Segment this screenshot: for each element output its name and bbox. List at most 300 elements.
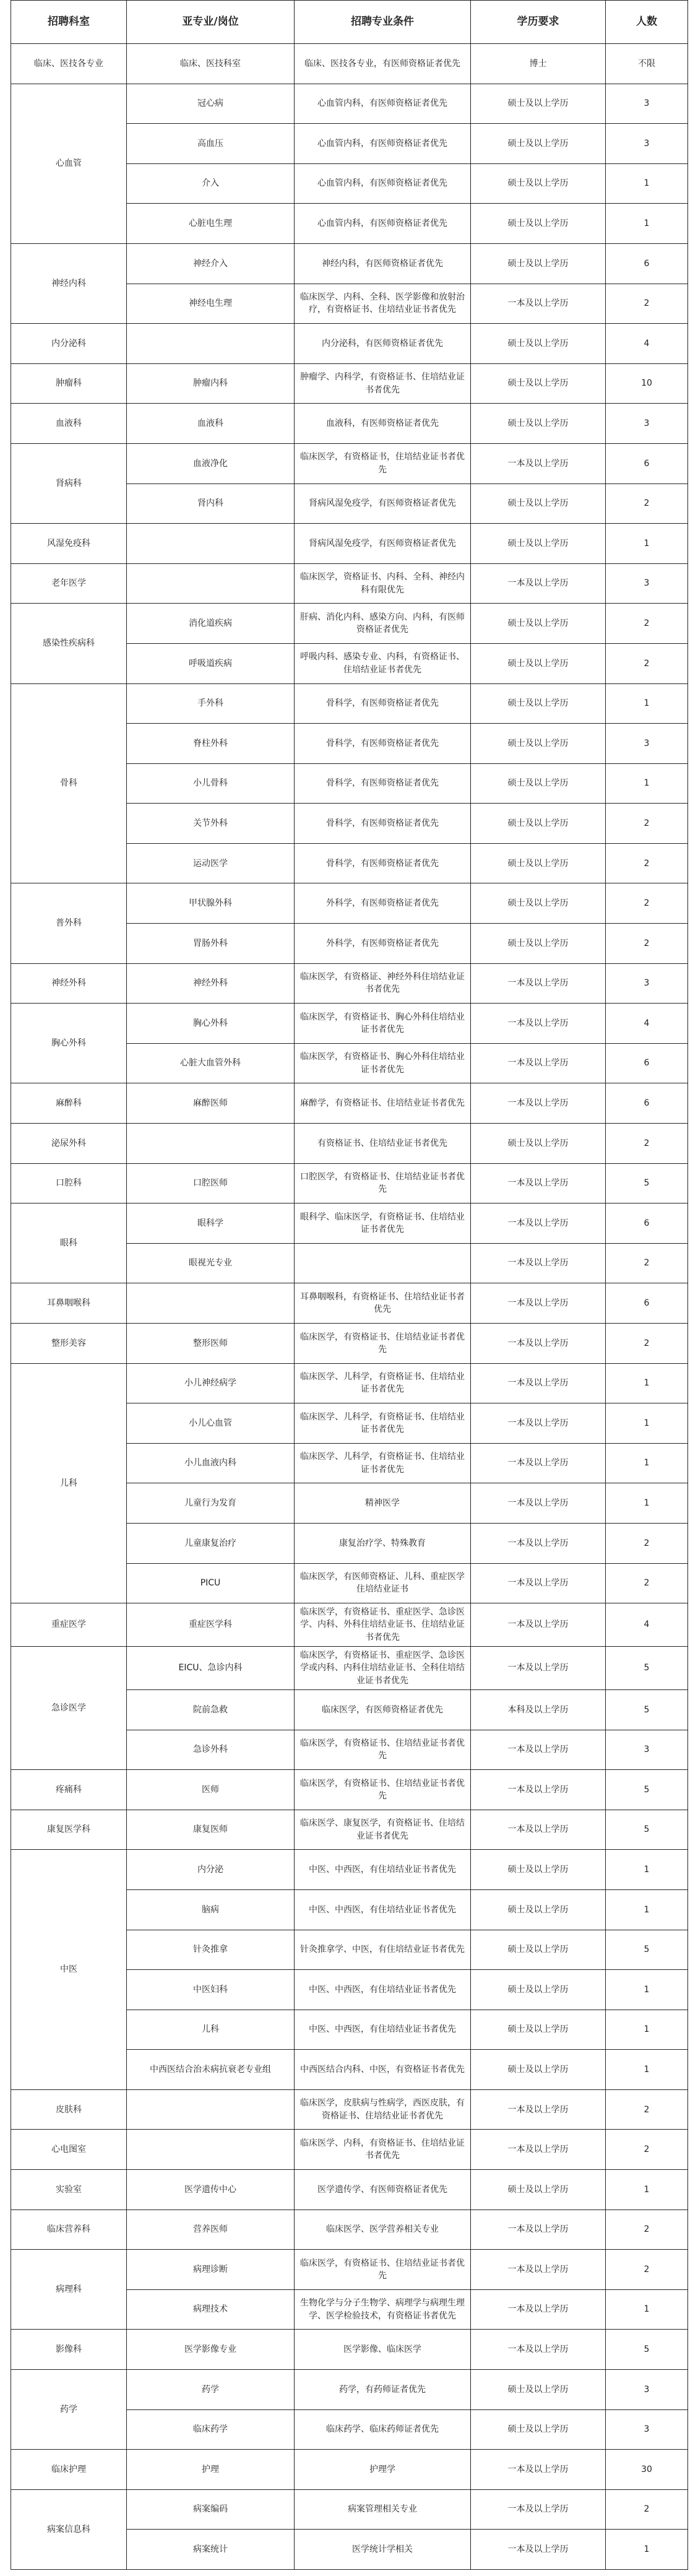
count-cell: 2 <box>606 484 688 524</box>
requirements-cell: 临床、医技各专业，有医师资格证者优先 <box>295 44 471 84</box>
requirements-cell: 临床医学，有资格证书、住培结业证书者优先 <box>295 1770 471 1810</box>
recruitment-table <box>11 0 688 2570</box>
table-row <box>11 2250 688 2290</box>
department-cell: 神经内科 <box>11 243 127 323</box>
department-cell: 血液科 <box>11 404 127 444</box>
count-cell: 3 <box>606 2370 688 2410</box>
count-cell: 1 <box>606 2050 688 2090</box>
count-cell: 2 <box>606 2210 688 2250</box>
subspecialty-cell: 介入 <box>127 163 295 204</box>
header-row <box>11 1 688 44</box>
education-cell: 硕士及以上学历 <box>471 1889 606 1930</box>
requirements-cell: 临床医学，资格证书、内科、全科、神经内科有限优先 <box>295 563 471 604</box>
table-row <box>11 2130 688 2170</box>
requirements-cell: 心血管内科，有医师资格证者优先 <box>295 124 471 164</box>
count-cell: 3 <box>606 84 688 124</box>
subspecialty-cell: 儿童康复治疗 <box>127 1523 295 1563</box>
education-cell: 一本及以上学历 <box>471 1483 606 1524</box>
table-row <box>11 2330 688 2370</box>
table-row <box>11 443 688 484</box>
subspecialty-cell: 胸心外科 <box>127 1004 295 1044</box>
table-row <box>11 604 688 644</box>
subspecialty-cell: 药学 <box>127 2370 295 2410</box>
education-cell: 硕士及以上学历 <box>471 883 606 924</box>
education-cell: 硕士及以上学历 <box>471 804 606 844</box>
table-row <box>11 2089 688 2130</box>
education-cell: 一本及以上学历 <box>471 1603 606 1647</box>
department-cell: 中医 <box>11 1850 127 2090</box>
requirements-cell: 临床医学，有资格证书、重症医学、急诊医学或内科、内科住培结业证书、全科住培结业证书者优先 <box>295 1647 471 1690</box>
education-cell: 一本及以上学历 <box>471 2130 606 2170</box>
department-cell: 心电图室 <box>11 2130 127 2170</box>
count-cell: 5 <box>606 2330 688 2370</box>
subspecialty-cell: 病理技术 <box>127 2289 295 2330</box>
requirements-cell: 耳鼻咽喉科，有资格证书、住培结业证书者优先 <box>295 1283 471 1324</box>
count-cell: 2 <box>606 924 688 964</box>
requirements-cell: 临床医学、内科，有资格证书、住培结业证书者优先 <box>295 2130 471 2170</box>
table-row <box>11 524 688 564</box>
requirements-cell: 临床医学，有医师资格证、儿科、重症医学住培结业证书 <box>295 1563 471 1603</box>
requirements-cell: 临床医学，有资格证书、胸心外科住培结业证书者优先 <box>295 1043 471 1083</box>
requirements-cell: 骨科学，有医师资格证者优先 <box>295 843 471 883</box>
table-row <box>11 1363 688 1403</box>
department-cell: 麻醉科 <box>11 1083 127 1124</box>
header-count: 人数 <box>606 1 688 44</box>
count-cell: 1 <box>606 683 688 724</box>
requirements-cell: 临床医学、医学营养相关专业 <box>295 2210 471 2250</box>
count-cell: 2 <box>606 1523 688 1563</box>
education-cell: 硕士及以上学历 <box>471 683 606 724</box>
header-requirements: 招聘专业条件 <box>295 1 471 44</box>
subspecialty-cell: 麻醉医师 <box>127 1083 295 1124</box>
requirements-cell: 临床医学，有医师资格证者优先 <box>295 1689 471 1730</box>
subspecialty-cell: 病理诊断 <box>127 2250 295 2290</box>
table-row <box>11 1083 688 1124</box>
requirements-cell: 中医、中西医，有住培结业证书者优先 <box>295 1889 471 1930</box>
requirements-cell: 临床医学，皮肤病与性病学，西医皮肤，有资格证书、住培结业证书者优先 <box>295 2089 471 2130</box>
subspecialty-cell: 康复医师 <box>127 1810 295 1850</box>
count-cell: 6 <box>606 1083 688 1124</box>
department-cell: 疼痛科 <box>11 1770 127 1810</box>
education-cell: 一本及以上学历 <box>471 1770 606 1810</box>
requirements-cell: 中西医结合内科、中医，有资格证书者优先 <box>295 2050 471 2090</box>
subspecialty-cell: 针灸推拿 <box>127 1930 295 1970</box>
department-cell: 骨科 <box>11 683 127 883</box>
education-cell: 一本及以上学历 <box>471 1283 606 1324</box>
education-cell: 硕士及以上学历 <box>471 1970 606 2010</box>
subspecialty-cell: 营养医师 <box>127 2210 295 2250</box>
education-cell: 一本及以上学历 <box>471 1403 606 1444</box>
requirements-cell: 临床医学，有资格证书、重症医学、急诊医学、内科、外科住培结业证书、住培结业证书者优先 <box>295 1603 471 1647</box>
subspecialty-cell: 重症医学科 <box>127 1603 295 1647</box>
table-row <box>11 1124 688 1164</box>
count-cell: 不限 <box>606 44 688 84</box>
education-cell: 硕士及以上学历 <box>471 484 606 524</box>
subspecialty-cell: 临床、医技科室 <box>127 44 295 84</box>
education-cell: 一本及以上学历 <box>471 1004 606 1044</box>
subspecialty-cell <box>127 2130 295 2170</box>
requirements-cell: 精神医学 <box>295 1483 471 1524</box>
count-cell: 2 <box>606 2130 688 2170</box>
education-cell: 硕士及以上学历 <box>471 243 606 284</box>
requirements-cell: 肝病、消化内科、感染方向、内科，有医师资格证者优先 <box>295 604 471 644</box>
count-cell: 6 <box>606 1043 688 1083</box>
table-row <box>11 84 688 124</box>
requirements-cell: 心血管内科，有医师资格证者优先 <box>295 204 471 244</box>
subspecialty-cell: 心脏电生理 <box>127 204 295 244</box>
table-row <box>11 2170 688 2210</box>
subspecialty-cell: 医学影像专业 <box>127 2330 295 2370</box>
education-cell: 一本及以上学历 <box>471 1243 606 1283</box>
subspecialty-cell: 护理 <box>127 2450 295 2490</box>
requirements-cell: 临床医学、儿科学，有资格证书、住培结业证书者优先 <box>295 1403 471 1444</box>
requirements-cell: 骨科学，有医师资格证者优先 <box>295 763 471 804</box>
requirements-cell: 医学统计学相关 <box>295 2530 471 2570</box>
table-row <box>11 1324 688 1364</box>
education-cell: 一本及以上学历 <box>471 1363 606 1403</box>
subspecialty-cell <box>127 324 295 364</box>
subspecialty-cell: 神经介入 <box>127 243 295 284</box>
subspecialty-cell: 眼科学 <box>127 1203 295 1244</box>
requirements-cell: 中医、中西医，有住培结业证书者优先 <box>295 2010 471 2050</box>
count-cell: 1 <box>606 2010 688 2050</box>
education-cell: 一本及以上学历 <box>471 1730 606 1770</box>
requirements-cell: 眼科学、临床医学，有资格证书、住培结业证书者优先 <box>295 1203 471 1244</box>
subspecialty-cell: 甲状腺外科 <box>127 883 295 924</box>
subspecialty-cell: 关节外科 <box>127 804 295 844</box>
subspecialty-cell: PICU <box>127 1563 295 1603</box>
requirements-cell: 中医、中西医，有住培结业证书者优先 <box>295 1970 471 2010</box>
education-cell: 一本及以上学历 <box>471 2330 606 2370</box>
count-cell: 5 <box>606 1770 688 1810</box>
education-cell: 硕士及以上学历 <box>471 2050 606 2090</box>
count-cell: 5 <box>606 1647 688 1690</box>
count-cell: 5 <box>606 1930 688 1970</box>
department-cell: 病案信息科 <box>11 2489 127 2569</box>
subspecialty-cell: 肾内科 <box>127 484 295 524</box>
department-cell: 老年医学 <box>11 563 127 604</box>
count-cell: 1 <box>606 1970 688 2010</box>
subspecialty-cell: 口腔医师 <box>127 1163 295 1203</box>
table-row <box>11 1647 688 1690</box>
requirements-cell: 骨科学，有医师资格证者优先 <box>295 683 471 724</box>
education-cell: 硕士及以上学历 <box>471 1930 606 1970</box>
requirements-cell: 药学，有药师证者优先 <box>295 2370 471 2410</box>
requirements-cell: 血液科，有医师资格证者优先 <box>295 404 471 444</box>
department-cell: 胸心外科 <box>11 1004 127 1083</box>
education-cell: 硕士及以上学历 <box>471 363 606 404</box>
count-cell: 1 <box>606 524 688 564</box>
education-cell: 硕士及以上学历 <box>471 1850 606 1890</box>
department-cell: 整形美容 <box>11 1324 127 1364</box>
subspecialty-cell: 小儿神经病学 <box>127 1363 295 1403</box>
count-cell: 3 <box>606 563 688 604</box>
table-row <box>11 243 688 284</box>
subspecialty-cell <box>127 524 295 564</box>
header-subspecialty: 亚专业/岗位 <box>127 1 295 44</box>
education-cell: 硕士及以上学历 <box>471 2010 606 2050</box>
count-cell: 2 <box>606 2489 688 2530</box>
count-cell: 1 <box>606 1443 688 1483</box>
requirements-cell: 肿瘤学、内科学，有资格证书、住培结业证书者优先 <box>295 363 471 404</box>
department-cell: 肿瘤科 <box>11 363 127 404</box>
requirements-cell: 医学遗传学、有医师资格证者优先 <box>295 2170 471 2210</box>
requirements-cell: 神经内科，有医师资格证者优先 <box>295 243 471 284</box>
subspecialty-cell: 呼吸道疾病 <box>127 643 295 683</box>
subspecialty-cell: 肿瘤内科 <box>127 363 295 404</box>
count-cell: 10 <box>606 363 688 404</box>
count-cell: 2 <box>606 843 688 883</box>
count-cell: 4 <box>606 1004 688 1044</box>
requirements-cell: 临床医学，有资格证书、住培结业证书者优先 <box>295 1730 471 1770</box>
count-cell: 1 <box>606 204 688 244</box>
count-cell: 30 <box>606 2450 688 2490</box>
department-cell: 耳鼻咽喉科 <box>11 1283 127 1324</box>
subspecialty-cell: 血液净化 <box>127 443 295 484</box>
count-cell: 1 <box>606 1850 688 1890</box>
table-row <box>11 1163 688 1203</box>
table-row <box>11 1810 688 1850</box>
count-cell: 1 <box>606 1889 688 1930</box>
count-cell: 1 <box>606 1403 688 1444</box>
education-cell: 硕士及以上学历 <box>471 924 606 964</box>
department-cell: 肾病科 <box>11 443 127 523</box>
table-row <box>11 2450 688 2490</box>
subspecialty-cell: 中西医结合治未病抗衰老专业组 <box>127 2050 295 2090</box>
count-cell: 2 <box>606 1124 688 1164</box>
education-cell: 硕士及以上学历 <box>471 524 606 564</box>
education-cell: 硕士及以上学历 <box>471 324 606 364</box>
requirements-cell: 骨科学，有医师资格证者优先 <box>295 804 471 844</box>
subspecialty-cell: 眼视光专业 <box>127 1243 295 1283</box>
education-cell: 硕士及以上学历 <box>471 163 606 204</box>
department-cell: 普外科 <box>11 883 127 963</box>
count-cell: 3 <box>606 1730 688 1770</box>
subspecialty-cell: 中医妇科 <box>127 1970 295 2010</box>
education-cell: 一本及以上学历 <box>471 2530 606 2570</box>
subspecialty-cell: 小儿心血管 <box>127 1403 295 1444</box>
count-cell: 1 <box>606 2170 688 2210</box>
count-cell: 6 <box>606 1283 688 1324</box>
requirements-cell: 临床医学，有资格证书、住培结业证书者优先 <box>295 1324 471 1364</box>
requirements-cell: 病案管理相关专业 <box>295 2489 471 2530</box>
subspecialty-cell: 神经外科 <box>127 963 295 1004</box>
education-cell: 博士 <box>471 44 606 84</box>
table-row <box>11 1603 688 1647</box>
department-cell: 急诊医学 <box>11 1647 127 1770</box>
table-header <box>11 1 688 44</box>
count-cell: 2 <box>606 804 688 844</box>
count-cell: 2 <box>606 2250 688 2290</box>
count-cell: 6 <box>606 243 688 284</box>
department-cell: 病理科 <box>11 2250 127 2330</box>
count-cell: 5 <box>606 1810 688 1850</box>
count-cell: 1 <box>606 1483 688 1524</box>
education-cell: 一本及以上学历 <box>471 1083 606 1124</box>
department-cell: 内分泌科 <box>11 324 127 364</box>
education-cell: 一本及以上学历 <box>471 1163 606 1203</box>
table-row <box>11 1770 688 1810</box>
subspecialty-cell: 神经电生理 <box>127 284 295 324</box>
subspecialty-cell: 脑病 <box>127 1889 295 1930</box>
education-cell: 硕士及以上学历 <box>471 604 606 644</box>
table-body <box>11 44 688 2570</box>
subspecialty-cell: 儿科 <box>127 2010 295 2050</box>
count-cell: 2 <box>606 284 688 324</box>
requirements-cell: 肾病风湿免疫学，有医师资格证者优先 <box>295 484 471 524</box>
subspecialty-cell: EICU、急诊内科 <box>127 1647 295 1690</box>
subspecialty-cell: 病案统计 <box>127 2530 295 2570</box>
subspecialty-cell: 小儿血液内科 <box>127 1443 295 1483</box>
count-cell: 2 <box>606 1243 688 1283</box>
subspecialty-cell: 内分泌 <box>127 1850 295 1890</box>
count-cell: 5 <box>606 1689 688 1730</box>
requirements-cell: 呼吸内科、感染专业、内科，有资格证书、住培结业证书者优先 <box>295 643 471 683</box>
education-cell: 一本及以上学历 <box>471 1523 606 1563</box>
count-cell: 4 <box>606 324 688 364</box>
department-cell: 口腔科 <box>11 1163 127 1203</box>
count-cell: 3 <box>606 404 688 444</box>
requirements-cell: 临床医学、康复医学，有资格证书、住培结业证书者优先 <box>295 1810 471 1850</box>
header-education: 学历要求 <box>471 1 606 44</box>
department-cell: 临床营养科 <box>11 2210 127 2250</box>
requirements-cell: 有资格证书、住培结业证书者优先 <box>295 1124 471 1164</box>
education-cell: 硕士及以上学历 <box>471 2409 606 2450</box>
education-cell: 一本及以上学历 <box>471 1810 606 1850</box>
subspecialty-cell <box>127 2089 295 2130</box>
education-cell: 一本及以上学历 <box>471 2250 606 2290</box>
requirements-cell: 肾病风湿免疫学，有医师资格证者优先 <box>295 524 471 564</box>
education-cell: 硕士及以上学历 <box>471 763 606 804</box>
education-cell: 一本及以上学历 <box>471 1443 606 1483</box>
education-cell: 一本及以上学历 <box>471 2210 606 2250</box>
subspecialty-cell: 临床药学 <box>127 2409 295 2450</box>
education-cell: 硕士及以上学历 <box>471 643 606 683</box>
department-cell: 儿科 <box>11 1363 127 1603</box>
subspecialty-cell: 整形医师 <box>127 1324 295 1364</box>
requirements-cell: 临床医学，有资格证书、住培结业证书者优先 <box>295 2250 471 2290</box>
education-cell: 硕士及以上学历 <box>471 124 606 164</box>
requirements-cell: 中医、中西医，有住培结业证书者优先 <box>295 1850 471 1890</box>
count-cell: 1 <box>606 763 688 804</box>
education-cell: 一本及以上学历 <box>471 1043 606 1083</box>
education-cell: 硕士及以上学历 <box>471 404 606 444</box>
subspecialty-cell: 心脏大血管外科 <box>127 1043 295 1083</box>
table-row <box>11 1283 688 1324</box>
subspecialty-cell: 小儿骨科 <box>127 763 295 804</box>
table-row <box>11 44 688 84</box>
subspecialty-cell: 冠心病 <box>127 84 295 124</box>
requirements-cell: 骨科学，有医师资格证者优先 <box>295 724 471 764</box>
department-cell: 实验室 <box>11 2170 127 2210</box>
education-cell: 硕士及以上学历 <box>471 2170 606 2210</box>
subspecialty-cell: 血液科 <box>127 404 295 444</box>
count-cell: 6 <box>606 1203 688 1244</box>
requirements-cell: 心血管内科，有医师资格证者优先 <box>295 84 471 124</box>
subspecialty-cell <box>127 563 295 604</box>
department-cell: 康复医学科 <box>11 1810 127 1850</box>
count-cell: 3 <box>606 724 688 764</box>
count-cell: 2 <box>606 2089 688 2130</box>
requirements-cell: 护理学 <box>295 2450 471 2490</box>
department-cell: 泌尿外科 <box>11 1124 127 1164</box>
education-cell: 一本及以上学历 <box>471 2089 606 2130</box>
table-row <box>11 1850 688 1890</box>
requirements-cell: 临床医学、儿科学，有资格证书、住培结业证书者优先 <box>295 1443 471 1483</box>
count-cell: 2 <box>606 883 688 924</box>
department-cell: 神经外科 <box>11 963 127 1004</box>
education-cell: 硕士及以上学历 <box>471 2370 606 2410</box>
count-cell: 2 <box>606 1324 688 1364</box>
education-cell: 硕士及以上学历 <box>471 724 606 764</box>
requirements-cell: 康复治疗学、特殊教育 <box>295 1523 471 1563</box>
department-cell: 感染性疾病科 <box>11 604 127 683</box>
department-cell: 眼科 <box>11 1203 127 1283</box>
table-row <box>11 683 688 724</box>
department-cell: 临床护理 <box>11 2450 127 2490</box>
education-cell: 一本及以上学历 <box>471 1324 606 1364</box>
education-cell: 一本及以上学历 <box>471 563 606 604</box>
count-cell: 3 <box>606 2409 688 2450</box>
requirements-cell: 外科学，有医师资格证者优先 <box>295 924 471 964</box>
count-cell: 3 <box>606 963 688 1004</box>
requirements-cell: 口腔医学，有资格证书、住培结业证书者优先 <box>295 1163 471 1203</box>
count-cell: 2 <box>606 1563 688 1603</box>
education-cell: 一本及以上学历 <box>471 963 606 1004</box>
count-cell: 1 <box>606 2530 688 2570</box>
education-cell: 一本及以上学历 <box>471 1647 606 1690</box>
education-cell: 硕士及以上学历 <box>471 1124 606 1164</box>
department-cell: 临床、医技各专业 <box>11 44 127 84</box>
education-cell: 一本及以上学历 <box>471 1563 606 1603</box>
subspecialty-cell: 儿童行为发育 <box>127 1483 295 1524</box>
subspecialty-cell: 病案编码 <box>127 2489 295 2530</box>
education-cell: 一本及以上学历 <box>471 2289 606 2330</box>
subspecialty-cell <box>127 1124 295 1164</box>
table-row <box>11 2489 688 2530</box>
subspecialty-cell: 医师 <box>127 1770 295 1810</box>
table-row <box>11 1004 688 1044</box>
education-cell: 一本及以上学历 <box>471 2489 606 2530</box>
count-cell: 2 <box>606 604 688 644</box>
subspecialty-cell: 脊柱外科 <box>127 724 295 764</box>
requirements-cell: 麻醉学，有资格证书、住培结业证书者优先 <box>295 1083 471 1124</box>
education-cell: 硕士及以上学历 <box>471 843 606 883</box>
subspecialty-cell: 院前急救 <box>127 1689 295 1730</box>
subspecialty-cell: 胃肠外科 <box>127 924 295 964</box>
count-cell: 1 <box>606 2289 688 2330</box>
subspecialty-cell <box>127 1283 295 1324</box>
table-row <box>11 883 688 924</box>
requirements-cell: 临床药学、临床药师证者优先 <box>295 2409 471 2450</box>
requirements-cell: 生物化学与分子生物学、病理学与病理生理学、医学检验技术，有资格证书者优先 <box>295 2289 471 2330</box>
department-cell: 重症医学 <box>11 1603 127 1647</box>
department-cell: 影像科 <box>11 2330 127 2370</box>
header-department: 招聘科室 <box>11 1 127 44</box>
count-cell: 1 <box>606 1363 688 1403</box>
count-cell: 4 <box>606 1603 688 1647</box>
education-cell: 硕士及以上学历 <box>471 204 606 244</box>
count-cell: 5 <box>606 1163 688 1203</box>
count-cell: 1 <box>606 163 688 204</box>
department-cell: 药学 <box>11 2370 127 2450</box>
table-row <box>11 404 688 444</box>
table-row <box>11 2210 688 2250</box>
education-cell: 本科及以上学历 <box>471 1689 606 1730</box>
table-row <box>11 563 688 604</box>
subspecialty-cell: 手外科 <box>127 683 295 724</box>
count-cell: 3 <box>606 124 688 164</box>
